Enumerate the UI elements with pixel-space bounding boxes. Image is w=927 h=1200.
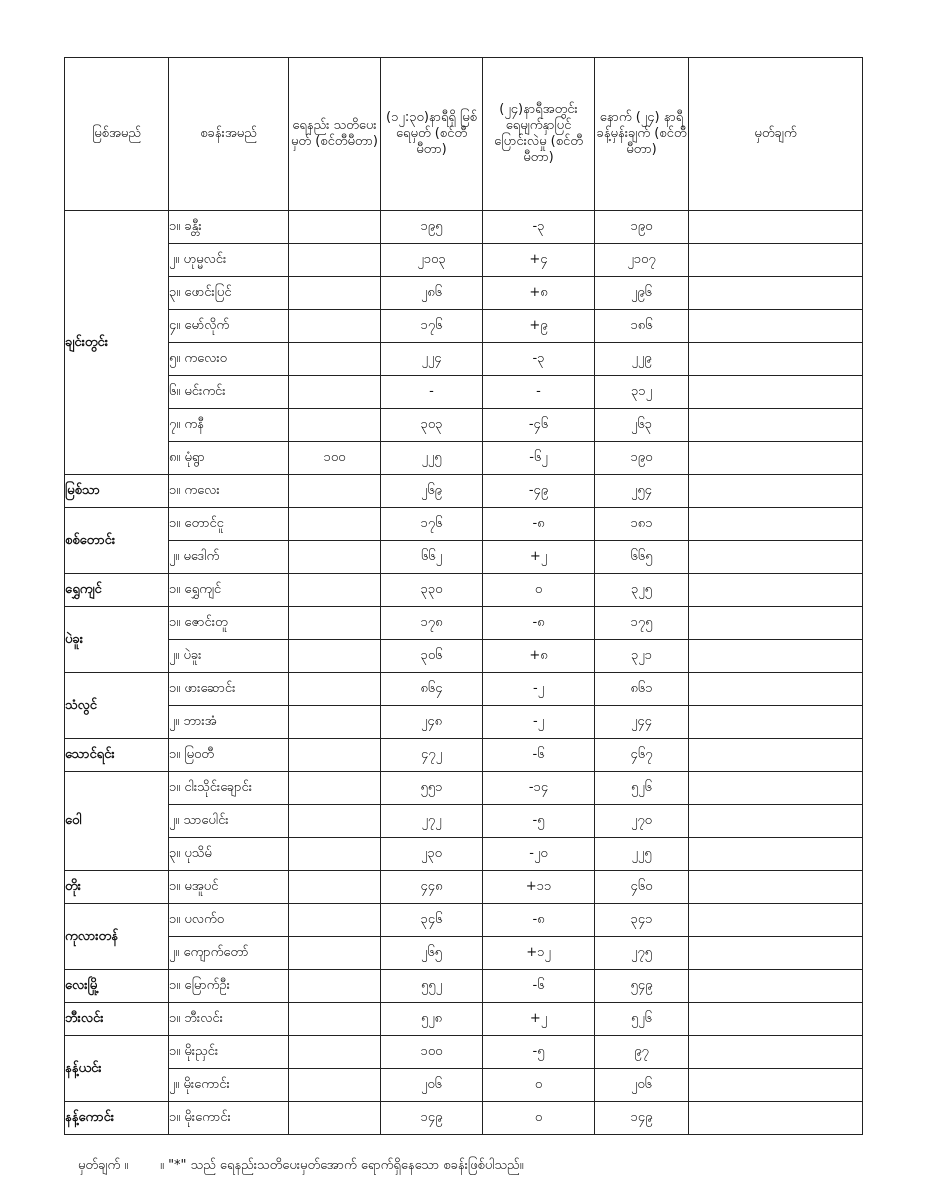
forecast-cell: ၂၂၉ xyxy=(595,343,689,376)
change-cell: -၄၉ xyxy=(483,475,595,508)
danger-level-cell xyxy=(289,541,381,574)
header-river: မြစ်အမည် xyxy=(65,58,169,211)
danger-level-cell xyxy=(289,277,381,310)
header-remarks: မှတ်ချက် xyxy=(689,58,863,211)
table-row xyxy=(65,904,863,937)
station-cell: ၁။ မိုးညှင်း xyxy=(169,1036,289,1069)
forecast-cell: ၃၁၂ xyxy=(595,376,689,409)
remarks-cell xyxy=(689,211,863,244)
remarks-cell xyxy=(689,970,863,1003)
forecast-cell: ၂၄၄ xyxy=(595,706,689,739)
station-cell: ၁။ ငါးသိုင်းချောင်း xyxy=(169,772,289,805)
header-danger-level: ရေနည်း သတိပေးမှတ် (စင်တီမီတာ) xyxy=(289,58,381,211)
danger-level-cell xyxy=(289,640,381,673)
danger-level-cell xyxy=(289,739,381,772)
change-cell: -၈ xyxy=(483,607,595,640)
station-cell: ၁။ ခန္တီး xyxy=(169,211,289,244)
station-cell: ၂။ ကျောက်တော် xyxy=(169,937,289,970)
water-level-cell: ၄၄၈ xyxy=(381,871,483,904)
station-cell: ၁။ ဘီးလင်း xyxy=(169,1003,289,1036)
change-cell: -၄၆ xyxy=(483,409,595,442)
table-row xyxy=(65,970,863,1003)
water-level-cell: ၄၇၂ xyxy=(381,739,483,772)
change-cell: -၅ xyxy=(483,1036,595,1069)
table-row xyxy=(65,442,863,475)
remarks-cell xyxy=(689,475,863,508)
change-cell: -၆၂ xyxy=(483,442,595,475)
header-forecast: နောက် (၂၄) နာရီ ခန့်မှန်းချက် (စင်တီမီတာ) xyxy=(595,58,689,211)
station-cell: ၁။ မြောက်ဦး xyxy=(169,970,289,1003)
table-body xyxy=(65,211,863,1135)
forecast-cell: ၃၄၁ xyxy=(595,904,689,937)
forecast-cell: ၁၉၀ xyxy=(595,442,689,475)
remarks-cell xyxy=(689,1003,863,1036)
station-cell: ၇။ ကနီ xyxy=(169,409,289,442)
change-cell: +၁၂ xyxy=(483,937,595,970)
danger-level-cell xyxy=(289,574,381,607)
station-cell: ၃။ ဖောင်းပြင် xyxy=(169,277,289,310)
remarks-cell xyxy=(689,772,863,805)
change-cell: -၈ xyxy=(483,508,595,541)
river-name-cell: ဘီးလင်း xyxy=(65,1003,169,1036)
water-level-cell: - xyxy=(381,376,483,409)
river-name-cell: နန့်ကောင်း xyxy=(65,1102,169,1135)
forecast-cell: ၂၂၅ xyxy=(595,838,689,871)
forecast-cell: ၁၈၁ xyxy=(595,508,689,541)
water-level-cell: ၃၃၀ xyxy=(381,574,483,607)
station-cell: ၁။ ကလေး xyxy=(169,475,289,508)
change-cell: +၈ xyxy=(483,640,595,673)
forecast-cell: ၂၇၀ xyxy=(595,805,689,838)
forecast-cell: ၂၁၀၇ xyxy=(595,244,689,277)
change-cell: +၉ xyxy=(483,310,595,343)
remarks-cell xyxy=(689,706,863,739)
water-level-cell: ၂၂၅ xyxy=(381,442,483,475)
table-row xyxy=(65,1003,863,1036)
water-level-cell: ၂၇၂ xyxy=(381,805,483,838)
forecast-cell: ၁၈၆ xyxy=(595,310,689,343)
table-row xyxy=(65,310,863,343)
remarks-cell xyxy=(689,508,863,541)
remarks-cell xyxy=(689,409,863,442)
remarks-cell xyxy=(689,442,863,475)
water-level-cell: ၆၆၂ xyxy=(381,541,483,574)
table-row xyxy=(65,574,863,607)
station-cell: ၁။ ဇောင်းတူ xyxy=(169,607,289,640)
change-cell: -၈ xyxy=(483,904,595,937)
change-cell: +၁၁ xyxy=(483,871,595,904)
footnote-label: မှတ်ချက် ။ xyxy=(78,1158,129,1173)
water-level-cell: ၈၆၄ xyxy=(381,673,483,706)
change-cell: -၃ xyxy=(483,343,595,376)
danger-level-cell: ၁၀၀ xyxy=(289,442,381,475)
remarks-cell xyxy=(689,871,863,904)
table-row xyxy=(65,409,863,442)
forecast-cell: ၄၆၀ xyxy=(595,871,689,904)
station-cell: ၄။ မော်လိုက် xyxy=(169,310,289,343)
table-row xyxy=(65,805,863,838)
station-cell: ၂။ ဟုမ္မလင်း xyxy=(169,244,289,277)
table-row xyxy=(65,1069,863,1102)
table-row xyxy=(65,508,863,541)
remarks-cell xyxy=(689,607,863,640)
table-row xyxy=(65,475,863,508)
station-cell: ၁။ ဖားဆောင်း xyxy=(169,673,289,706)
remarks-cell xyxy=(689,1036,863,1069)
forecast-cell: ၆၆၅ xyxy=(595,541,689,574)
table-row xyxy=(65,343,863,376)
remarks-cell xyxy=(689,1102,863,1135)
water-level-cell: ၁၀၀ xyxy=(381,1036,483,1069)
danger-level-cell xyxy=(289,871,381,904)
forecast-cell: ၅၂၆ xyxy=(595,1003,689,1036)
station-cell: ၅။ ကလေးဝ xyxy=(169,343,289,376)
remarks-cell xyxy=(689,343,863,376)
change-cell: ၀ xyxy=(483,1069,595,1102)
remarks-cell xyxy=(689,310,863,343)
remarks-cell xyxy=(689,673,863,706)
danger-level-cell xyxy=(289,475,381,508)
table-row xyxy=(65,706,863,739)
station-cell: ၈။ မုံရွာ xyxy=(169,442,289,475)
danger-level-cell xyxy=(289,409,381,442)
water-level-cell: ၁၇၆ xyxy=(381,508,483,541)
danger-level-cell xyxy=(289,904,381,937)
danger-level-cell xyxy=(289,376,381,409)
river-name-cell: ရွှေကျင် xyxy=(65,574,169,607)
table-row xyxy=(65,541,863,574)
water-level-table xyxy=(64,57,863,1135)
water-level-cell: ၅၂၈ xyxy=(381,1003,483,1036)
river-name-cell: ကုလားတန် xyxy=(65,904,169,970)
footnote-text: ။ "*" သည် ရေနည်းသတိပေးမှတ်အောက် ရောက်ရှိနေသော စခန်းဖြစ်ပါသည်။ xyxy=(160,1158,524,1173)
station-cell: ၁။ မအူပင် xyxy=(169,871,289,904)
river-name-cell: ဝေါ xyxy=(65,772,169,871)
station-cell: ၆။ မင်းကင်း xyxy=(169,376,289,409)
station-cell: ၂။ မိုးကောင်း xyxy=(169,1069,289,1102)
forecast-cell: ၁၇၅ xyxy=(595,607,689,640)
river-name-cell: ပဲခူး xyxy=(65,607,169,673)
forecast-cell: ၂၆၃ xyxy=(595,409,689,442)
forecast-cell: ၂၀၆ xyxy=(595,1069,689,1102)
danger-level-cell xyxy=(289,1102,381,1135)
river-name-cell: သောင်ရင်း xyxy=(65,739,169,772)
danger-level-cell xyxy=(289,343,381,376)
station-cell: ၁။ မိုးကောင်း xyxy=(169,1102,289,1135)
station-cell: ၂။ ပဲခူး xyxy=(169,640,289,673)
forecast-cell: ၂၉၆ xyxy=(595,277,689,310)
water-level-cell: ၂၁၀၃ xyxy=(381,244,483,277)
table-row xyxy=(65,937,863,970)
remarks-cell xyxy=(689,376,863,409)
forecast-cell: ၅၄၉ xyxy=(595,970,689,1003)
change-cell: +၂ xyxy=(483,1003,595,1036)
remarks-cell xyxy=(689,1069,863,1102)
change-cell: -၂ xyxy=(483,673,595,706)
table-row xyxy=(65,607,863,640)
change-cell: -၅ xyxy=(483,805,595,838)
change-cell: -၁၄ xyxy=(483,772,595,805)
water-level-cell: ၁၄၉ xyxy=(381,1102,483,1135)
change-cell: -၃ xyxy=(483,211,595,244)
water-level-cell: ၂၃၀ xyxy=(381,838,483,871)
change-cell: -၂၀ xyxy=(483,838,595,871)
water-level-cell: ၁၇၆ xyxy=(381,310,483,343)
remarks-cell xyxy=(689,277,863,310)
table-row xyxy=(65,211,863,244)
water-level-cell: ၅၅၂ xyxy=(381,970,483,1003)
danger-level-cell xyxy=(289,1003,381,1036)
station-cell: ၃။ ပုသိမ် xyxy=(169,838,289,871)
change-cell: -၂ xyxy=(483,706,595,739)
forecast-cell: ၅၂၆ xyxy=(595,772,689,805)
change-cell: ၀ xyxy=(483,1102,595,1135)
change-cell: +၂ xyxy=(483,541,595,574)
remarks-cell xyxy=(689,739,863,772)
river-name-cell: မြစ်သာ xyxy=(65,475,169,508)
table-row xyxy=(65,739,863,772)
table-row xyxy=(65,871,863,904)
change-cell: +၈ xyxy=(483,277,595,310)
table-row xyxy=(65,1036,863,1069)
danger-level-cell xyxy=(289,211,381,244)
remarks-cell xyxy=(689,805,863,838)
danger-level-cell xyxy=(289,508,381,541)
water-level-cell: ၂၄၈ xyxy=(381,706,483,739)
remarks-cell xyxy=(689,541,863,574)
river-name-cell: စစ်တောင်း xyxy=(65,508,169,574)
remarks-cell xyxy=(689,937,863,970)
change-cell: +၄ xyxy=(483,244,595,277)
danger-level-cell xyxy=(289,937,381,970)
header-row xyxy=(65,58,863,211)
change-cell: -၆ xyxy=(483,970,595,1003)
header-station: စခန်းအမည် xyxy=(169,58,289,211)
table-row xyxy=(65,277,863,310)
forecast-cell: ၂၇၅ xyxy=(595,937,689,970)
forecast-cell: ၉၇ xyxy=(595,1036,689,1069)
danger-level-cell xyxy=(289,1036,381,1069)
table-row xyxy=(65,640,863,673)
station-cell: ၁။ ပလက်ဝ xyxy=(169,904,289,937)
remarks-cell xyxy=(689,244,863,277)
danger-level-cell xyxy=(289,970,381,1003)
remarks-cell xyxy=(689,640,863,673)
table-row xyxy=(65,1102,863,1135)
forecast-cell: ၃၂၅ xyxy=(595,574,689,607)
header-24h-change: (၂၄)နာရီအတွင်း ရေမျက်နှာပြင် ပြောင်းလဲမှု (စင်တီမီတာ) xyxy=(483,58,595,211)
water-level-cell: ၁၉၅ xyxy=(381,211,483,244)
station-cell: ၁။ ရွှေကျင် xyxy=(169,574,289,607)
remarks-cell xyxy=(689,904,863,937)
remarks-cell xyxy=(689,838,863,871)
danger-level-cell xyxy=(289,1069,381,1102)
river-name-cell: တိုး xyxy=(65,871,169,904)
danger-level-cell xyxy=(289,673,381,706)
danger-level-cell xyxy=(289,244,381,277)
water-level-cell: ၃၄၆ xyxy=(381,904,483,937)
forecast-cell: ၁၉၀ xyxy=(595,211,689,244)
water-level-cell: ၂၈၆ xyxy=(381,277,483,310)
water-level-cell: ၂၆၉ xyxy=(381,475,483,508)
station-cell: ၂။ သာပေါင်း xyxy=(169,805,289,838)
water-level-cell: ၃၀၃ xyxy=(381,409,483,442)
station-cell: ၂။ ဘားအံ xyxy=(169,706,289,739)
table-row xyxy=(65,244,863,277)
danger-level-cell xyxy=(289,310,381,343)
table-row xyxy=(65,772,863,805)
station-cell: ၁။ တောင်ငူ xyxy=(169,508,289,541)
water-level-cell: ၃၀၆ xyxy=(381,640,483,673)
river-name-cell: နန့်ယင်း xyxy=(65,1036,169,1102)
station-cell: ၁။ မြဝတီ xyxy=(169,739,289,772)
water-level-cell: ၂၆၅ xyxy=(381,937,483,970)
danger-level-cell xyxy=(289,772,381,805)
change-cell: ၀ xyxy=(483,574,595,607)
danger-level-cell xyxy=(289,838,381,871)
remarks-cell xyxy=(689,574,863,607)
change-cell: -၆ xyxy=(483,739,595,772)
station-cell: ၂။ မဒေါက် xyxy=(169,541,289,574)
forecast-cell: ၈၆၁ xyxy=(595,673,689,706)
water-level-cell: ၂၂၄ xyxy=(381,343,483,376)
forecast-cell: ၃၂၁ xyxy=(595,640,689,673)
danger-level-cell xyxy=(289,805,381,838)
table-row xyxy=(65,673,863,706)
river-name-cell: ချင်းတွင်း xyxy=(65,211,169,475)
forecast-cell: ၄၆၇ xyxy=(595,739,689,772)
forecast-cell: ၂၅၄ xyxy=(595,475,689,508)
water-level-cell: ၅၅၁ xyxy=(381,772,483,805)
table-row xyxy=(65,838,863,871)
water-level-cell: ၁၇၈ xyxy=(381,607,483,640)
river-name-cell: လေးမြို့ xyxy=(65,970,169,1003)
water-level-cell: ၂၀၆ xyxy=(381,1069,483,1102)
danger-level-cell xyxy=(289,706,381,739)
change-cell: - xyxy=(483,376,595,409)
header-water-level: (၁၂:၃၀)နာရီရှိ မြစ်ရေမှတ် (စင်တီမီတာ) xyxy=(381,58,483,211)
river-name-cell: သံလွင် xyxy=(65,673,169,739)
danger-level-cell xyxy=(289,607,381,640)
table-row xyxy=(65,376,863,409)
forecast-cell: ၁၄၉ xyxy=(595,1102,689,1135)
